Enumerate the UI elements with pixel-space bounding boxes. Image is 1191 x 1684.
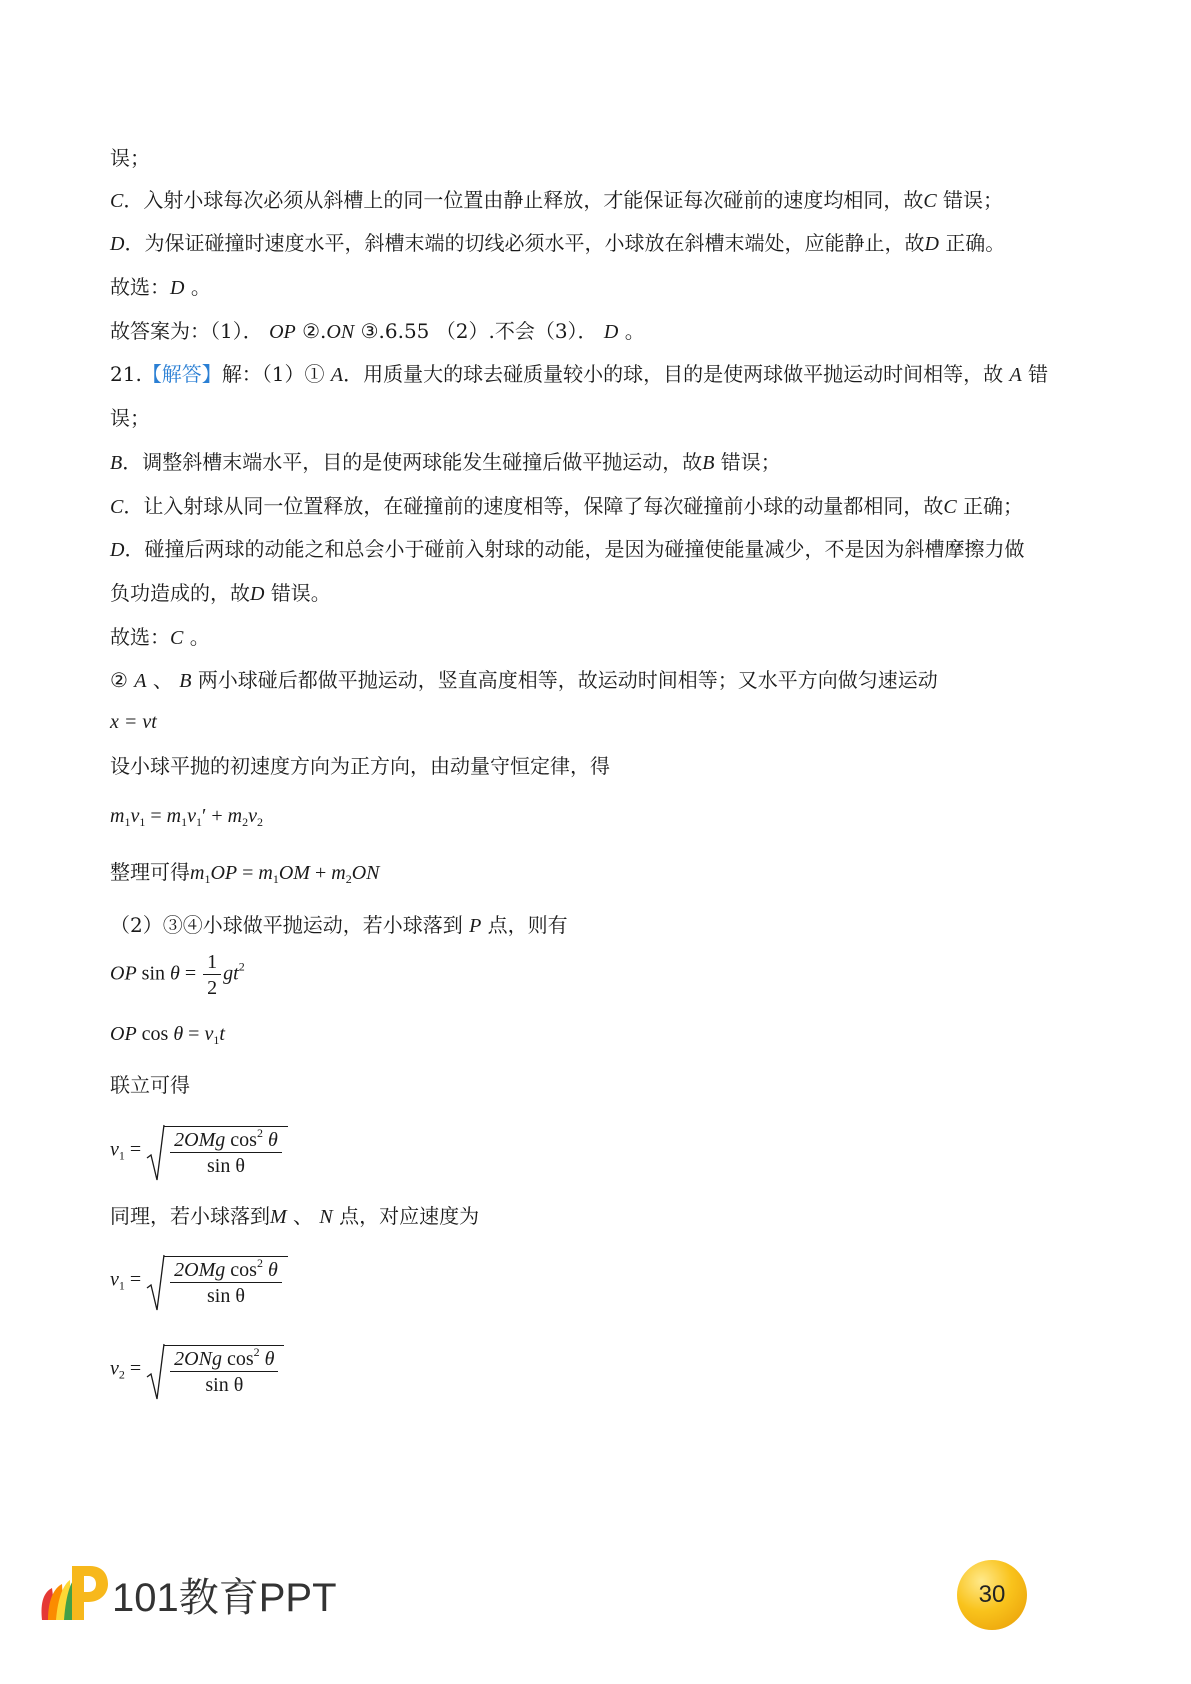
equation-momentum: $m_1v_1 = m_1v_1' + m_2v_2$ [110,805,263,829]
text-line: （2）③④小球做平抛运动，若小球落到 P 点，则有 [110,913,568,937]
equation-x-vt: x = vt [110,711,157,733]
logo-text: 101教育PPT [112,1576,337,1620]
option-b-line: B．调整斜槽末端水平，目的是使两球能发生碰撞后做平抛运动，故B 错误； [110,450,781,474]
choice-line: 故选：D 。 [110,275,211,299]
option-d-line: D．为保证碰撞时速度水平，斜槽末端的切线必须水平，小球放在斜槽末端处，应能静止，故D 正确。 [110,231,1006,255]
q21-header-line: 21.【解答】解：（1）① A．用质量大的球去碰质量较小的球，目的是使两球做平抛运动时间相等，故 A 错 [110,362,1049,386]
text-line: 误； [110,146,150,170]
text-line: 负功造成的，故D 错误。 [110,581,331,605]
text-line: ② A 、 B 两小球碰后都做平抛运动，竖直高度相等，故运动时间相等；又水平方向做匀速运动 [110,668,938,692]
equation-arrange: 整理可得$m_1OP = m_1OM + m_2ON$ [110,860,380,886]
page-number-badge: 30 [957,1560,1027,1630]
text-line: 同理，若小球落到M 、 N 点，对应速度为 [110,1204,480,1228]
answer-tag: 【解答】 [141,362,222,386]
option-c-line: C．入射小球每次必须从斜槽上的同一位置由静止释放，才能保证每次碰前的速度均相同，故C 错误； [110,188,1004,212]
option-d-line: D．碰撞后两球的动能之和总会小于碰前入射球的动能，是因为碰撞使能量减少，不是因为斜槽摩擦力做 [110,537,1025,561]
summary-line: 故答案为：（1）． OP ②.ON ③.6.55 （2）.不会（3）． D 。 [110,319,645,343]
equation-v2-n: $v_2$ = $\frac{2ONg \cos^2 \theta}{\text{sin θ}}$ [110,1345,284,1395]
text-line: 误； [110,406,150,430]
choice-line: 故选：C 。 [110,625,210,649]
equation-op-cos: OP $\cos \theta = v_1t$ [110,1023,225,1047]
text-line: 联立可得 [110,1073,190,1097]
equation-op-sin: OP sin θ = $\frac{1}{2}$ $gt^2$ [110,951,245,999]
text-line: 设小球平抛的初速度方向为正方向，由动量守恒定律，得 [110,754,610,778]
brand-logo [38,1562,338,1622]
option-c-line: C．让入射球从同一位置释放，在碰撞前的速度相等，保障了每次碰撞前小球的动量都相同，故C 正确； [110,494,1024,518]
equation-v1-result: $v_1$ = $\frac{2OMg \cos^2 \theta}{\text{sin θ}}$ [110,1126,288,1176]
logo-icon [38,1562,110,1624]
equation-v1-m: $v_1$ = $\frac{2OMg \cos^2 \theta}{\text{sin θ}}$ [110,1256,288,1306]
